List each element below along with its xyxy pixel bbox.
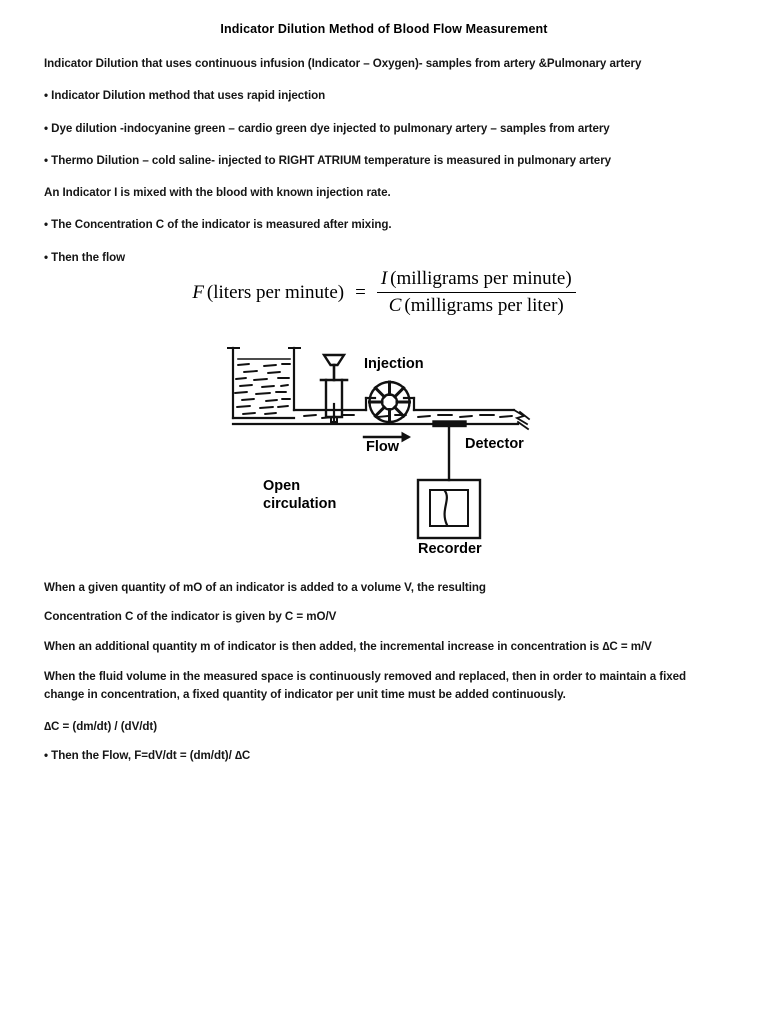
- label-injection: Injection: [364, 356, 424, 372]
- paragraph-given-quantity: When a given quantity of mO of an indicator is added to a volume V, the resulting: [44, 581, 486, 594]
- detector: [433, 421, 466, 480]
- tank-fluid-marks: [235, 364, 290, 414]
- paragraph-delta-c-equation: ∆C = (dm/dt) / (dV/dt): [44, 719, 158, 733]
- label-recorder: Recorder: [418, 541, 482, 557]
- bullet-rapid-injection: • Indicator Dilution method that uses rapid injection: [44, 89, 326, 103]
- bullet-then-the-flow-final: • Then the Flow, F=dV/dt = (dm/dt)/ ∆C: [44, 749, 251, 763]
- formula-variable-c: C: [388, 295, 402, 316]
- pipe-broken-end: [514, 410, 529, 429]
- paragraph-additional-quantity: When an additional quantity m of indicator is then added, the incremental increase in concentration is ∆C = m/V: [44, 639, 652, 653]
- formula-variable-i: I: [380, 268, 388, 289]
- formula-numerator: [377, 268, 576, 293]
- formula-equals-sign: =: [355, 281, 366, 303]
- formula-left-side: [192, 282, 344, 304]
- formula-numerator-units: (milligrams per minute): [390, 268, 572, 289]
- lower-text-block: [44, 580, 724, 777]
- bullet-then-the-flow: • Then the flow: [44, 250, 126, 264]
- recorder: [418, 480, 480, 538]
- label-detector: Detector: [465, 436, 524, 452]
- label-flow: Flow: [366, 439, 400, 455]
- upper-text-block: [44, 56, 724, 282]
- bullet-dye-dilution: • Dye dilution -indocyanine green – cardio green dye injected to pulmonary artery – samples from artery: [44, 121, 610, 135]
- paragraph-concentration-formula: Concentration C of the indicator is given by C = mO/V: [44, 610, 337, 624]
- indicator-dilution-diagram: [218, 338, 538, 564]
- formula-fraction: [377, 268, 576, 317]
- label-open: Open: [263, 478, 301, 494]
- paragraph-fluid-volume: When the fluid volume in the measured space is continuously removed and replaced, then in order to maintain a fixed change in concentration, a fixed quantity of indicator per unit time must be added continuously.: [44, 669, 687, 701]
- formula-denominator: [377, 293, 576, 317]
- page-title: Indicator Dilution Method of Blood Flow Measurement: [220, 22, 548, 36]
- label-circulation: circulation: [263, 496, 337, 512]
- paragraph-intro: Indicator Dilution that uses continuous infusion (Indicator – Oxygen)- samples from artery &Pulmonary artery: [44, 57, 642, 70]
- flow-formula: [0, 268, 768, 317]
- formula-variable-f: F: [192, 281, 204, 303]
- paddle-wheel: [370, 382, 410, 422]
- bullet-concentration-measured: • The Concentration C of the indicator is measured after mixing.: [44, 218, 392, 232]
- bullet-thermo-dilution: • Thermo Dilution – cold saline- injected to RIGHT ATRIUM temperature is measured in pulmonary artery: [44, 153, 612, 167]
- formula-left-units: (liters per minute): [206, 281, 345, 303]
- paragraph-indicator-mixed: An Indicator I is mixed with the blood with known injection rate.: [44, 186, 391, 200]
- formula-denominator-units: (milligrams per liter): [404, 295, 564, 316]
